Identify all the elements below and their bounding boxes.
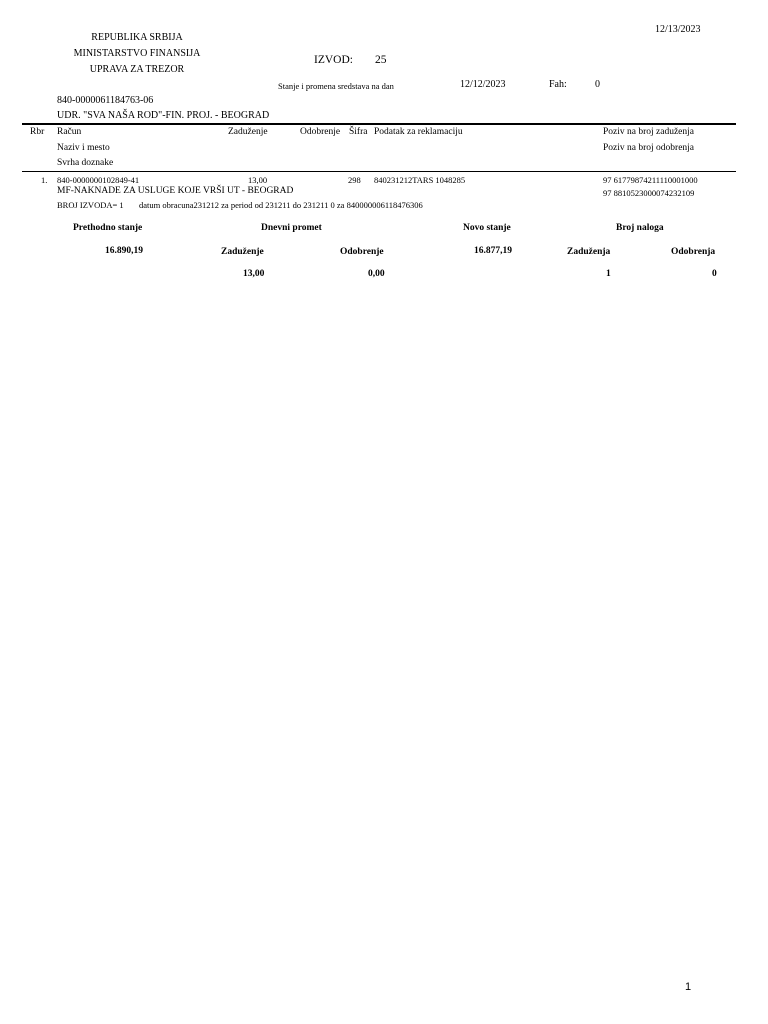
account-name: UDR. "SVA NAŠA ROD"-FIN. PROJ. - BEOGRAD (57, 110, 270, 121)
summary-zaduzenje-value: 13,00 (243, 269, 265, 279)
summary-prethodno-label: Prethodno stanje (73, 223, 143, 233)
summary-prethodno-value: 16.890,19 (105, 246, 143, 256)
issuer-line-2: MINISTARSTVO FINANSIJA (73, 48, 201, 59)
summary-broj-odobrenja: 0 (712, 269, 717, 279)
issuer-line-3: UPRAVA ZA TREZOR (89, 64, 185, 75)
row-svrha-detail: datum obracuna231212 za period od 231211 do 231211 0 za 840000006118476306 (139, 200, 423, 210)
row-racun: 840-0000000102849-41 (57, 175, 140, 185)
fah-value: 0 (595, 79, 600, 90)
col-odobrenje: Odobrenje (300, 127, 341, 137)
row-svrha: BROJ IZVODA= 1 (57, 200, 124, 210)
summary-dnevni-label: Dnevni promet (261, 223, 322, 233)
summary-odobrenja-label: Odobrenja (671, 247, 716, 257)
row-poziv-odobrenja: 97 8810523000074232109 (603, 188, 695, 198)
summary-novo-label: Novo stanje (463, 223, 511, 233)
col-naziv: Naziv i mesto (57, 143, 110, 153)
col-racun: Račun (57, 127, 82, 137)
print-date: 12/13/2023 (655, 24, 701, 35)
statement-label: IZVOD: (314, 54, 353, 66)
col-poziv-zaduzenja: Poziv na broj zaduženja (603, 127, 695, 137)
col-rbr: Rbr (30, 127, 45, 137)
page-number: 1 (685, 981, 692, 993)
issuer-line-1: REPUBLIKA SRBIJA (91, 32, 183, 43)
summary-broj-label: Broj naloga (616, 223, 664, 233)
col-zaduzenje: Zaduženje (228, 127, 268, 137)
col-podatak: Podatak za reklamaciju (374, 127, 463, 137)
col-poziv-odobrenja: Poziv na broj odobrenja (603, 143, 695, 153)
statement-caption: Stanje i promena sredstava na dan (278, 81, 394, 91)
summary-odobrenje-label: Odobrenje (340, 247, 384, 257)
row-naziv: MF-NAKNADE ZA USLUGE KOJE VRŠI UT - BEOGRAD (57, 186, 294, 196)
summary-zaduzenja-label: Zaduženja (567, 247, 611, 257)
fah-label: Fah: (549, 79, 567, 90)
summary-novo-value: 16.877,19 (474, 246, 512, 256)
row-zaduzenje: 13,00 (248, 175, 268, 185)
col-sifra: Šifra (349, 127, 368, 137)
row-podatak: 840231212TARS 1048285 (374, 175, 466, 185)
row-sifra: 298 (348, 175, 361, 185)
statement-number: 25 (375, 54, 387, 66)
summary-broj-zaduzenja: 1 (606, 269, 611, 279)
summary-zaduzenje-label: Zaduženje (221, 247, 264, 257)
row-poziv-zaduzenja: 97 61779874211110001000 (603, 175, 698, 185)
statement-date: 12/12/2023 (460, 79, 506, 90)
header-rule (22, 123, 736, 125)
row-rbr: 1. (41, 175, 48, 185)
columns-rule (22, 171, 736, 172)
col-svrha: Svrha doznake (57, 158, 114, 168)
summary-odobrenje-value: 0,00 (368, 269, 385, 279)
account-number: 840-0000061184763-06 (57, 95, 154, 106)
